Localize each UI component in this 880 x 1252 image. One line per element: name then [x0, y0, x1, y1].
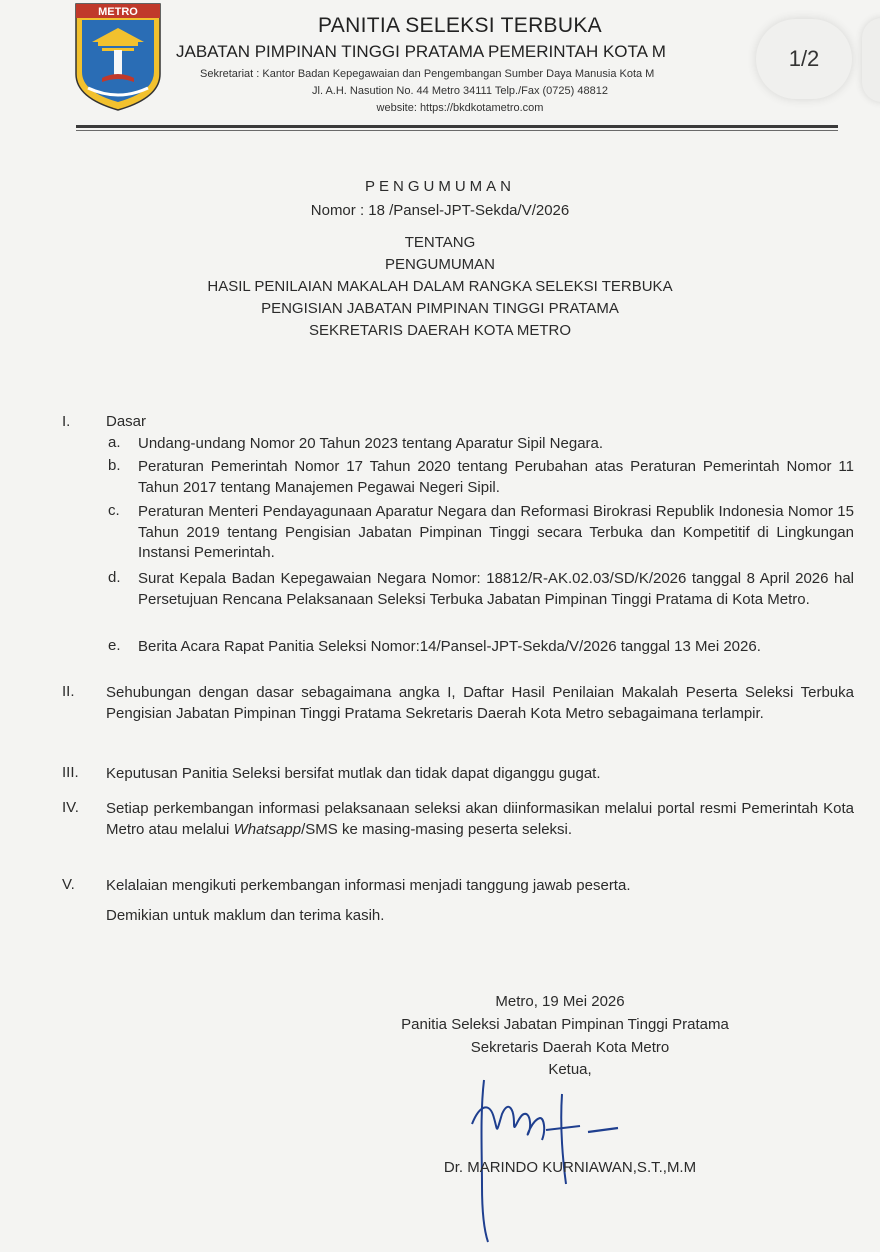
signature-org-1: Panitia Seleksi Jabatan Pimpinan Tinggi Pratama: [401, 1016, 729, 1033]
letterhead-street: Jl. A.H. Nasution No. 44 Metro 34111 Telp./Fax (0725) 48812: [312, 85, 608, 97]
section-text-5: Kelalaian mengikuti perkembangan informasi menjadi tanggung jawab peserta.: [106, 877, 631, 894]
section-number-4: IV.: [62, 799, 79, 816]
item-text-c: Peraturan Menteri Pendayagunaan Aparatur Negara dan Reformasi Birokrasi Republik Indonesia Nomor 15 Tahun 2019 tentang Pengisian Jabatan Pimpinan Tinggi secara Terbuka dan Kompetitif di Lingkungan Instansi Pemerintah.: [138, 503, 854, 561]
section-number-3: III.: [62, 764, 79, 781]
signature-role: Ketua,: [548, 1061, 592, 1078]
section-text-4-a: Setiap perkembangan informasi pelaksanaan seleksi akan diinformasikan melalui portal resmi Pemerintah Kota Metro atau melalui: [106, 800, 854, 838]
letterhead-address: Sekretariat : Kantor Badan Kepegawaian dan Pengembangan Sumber Daya Manusia Kota M: [200, 68, 655, 80]
letterhead-line-1: PANITIA SELEKSI TERBUKA: [318, 14, 602, 37]
letterhead-rule-thick: [76, 125, 838, 128]
section-number-2: II.: [62, 683, 75, 700]
item-letter-d: d.: [108, 569, 121, 586]
section-text-4-italic: Whatsapp: [233, 820, 302, 838]
section-number-1: I.: [62, 413, 71, 430]
letterhead-line-2: JABATAN PIMPINAN TINGGI PRATAMA PEMERINTAH KOTA M: [176, 42, 666, 61]
item-letter-e: e.: [108, 637, 121, 654]
section-title-dasar: Dasar: [106, 413, 147, 430]
item-letter-b: b.: [108, 457, 121, 474]
svg-text:METRO: METRO: [98, 6, 138, 18]
closing-text: Demikian untuk maklum dan terima kasih.: [106, 907, 385, 924]
section-text-3: Keputusan Panitia Seleksi bersifat mutlak dan tidak dapat diganggu gugat.: [106, 765, 601, 782]
section-text-2: Sehubungan dengan dasar sebagaimana angka I, Daftar Hasil Penilaian Makalah Peserta Seleksi Terbuka Pengisian Jabatan Pimpinan Tinggi Pratama Sekretaris Daerah Kota Metro sebagaimana terlampir.: [106, 684, 854, 722]
item-text-e: Berita Acara Rapat Panitia Seleksi Nomor:14/Pansel-JPT-Sekda/V/2026 tanggal 13 Mei 2026.: [138, 638, 761, 655]
item-letter-c: c.: [108, 502, 120, 519]
item-text-d: Surat Kepala Badan Kepegawaian Negara Nomor: 18812/R-AK.02.03/SD/K/2026 tanggal 8 April 2026 hal Persetujuan Rencana Pelaksanaan Seleksi Terbuka Jabatan Pimpinan Tinggi Pratama di Kota Metro.: [138, 570, 854, 608]
item-letter-a: a.: [108, 434, 121, 451]
tentang-label: TENTANG: [404, 234, 476, 251]
subject-line-1: PENGUMUMAN: [384, 256, 495, 273]
section-text-4-b: /SMS ke masing-masing peserta seleksi.: [301, 820, 573, 838]
item-text-a: Undang-undang Nomor 20 Tahun 2023 tentang Aparatur Sipil Negara.: [138, 435, 604, 452]
letterhead-website: website: https://bkdkotametro.com: [376, 102, 544, 114]
section-number-5: V.: [62, 876, 75, 893]
next-page-edge[interactable]: [862, 18, 880, 102]
page-indicator[interactable]: 1/2: [756, 19, 852, 99]
letterhead-rule-thin: [76, 130, 838, 131]
subject-line-4: SEKRETARIS DAERAH KOTA METRO: [309, 322, 571, 339]
subject-line-3: PENGISIAN JABATAN PIMPINAN TINGGI PRATAMA: [261, 300, 619, 317]
signatory-name: Dr. MARINDO KURNIAWAN,S.T.,M.M: [443, 1159, 697, 1176]
subject-line-2: HASIL PENILAIAN MAKALAH DALAM RANGKA SELEKSI TERBUKA: [207, 278, 673, 295]
item-text-b: Peraturan Pemerintah Nomor 17 Tahun 2020 tentang Perubahan atas Peraturan Pemerintah Nomor 11 Tahun 2017 tentang Manajemen Pegawai Negeri Sipil.: [138, 458, 854, 496]
signature-org-2: Sekretaris Daerah Kota Metro: [470, 1039, 670, 1056]
announcement-number: Nomor : 18 /Pansel-JPT-Sekda/V/2026: [310, 202, 570, 219]
section-text-4: [106, 799, 854, 840]
announcement-heading: PENGUMUMAN: [364, 178, 515, 195]
signature-place-date: Metro, 19 Mei 2026: [495, 993, 625, 1010]
